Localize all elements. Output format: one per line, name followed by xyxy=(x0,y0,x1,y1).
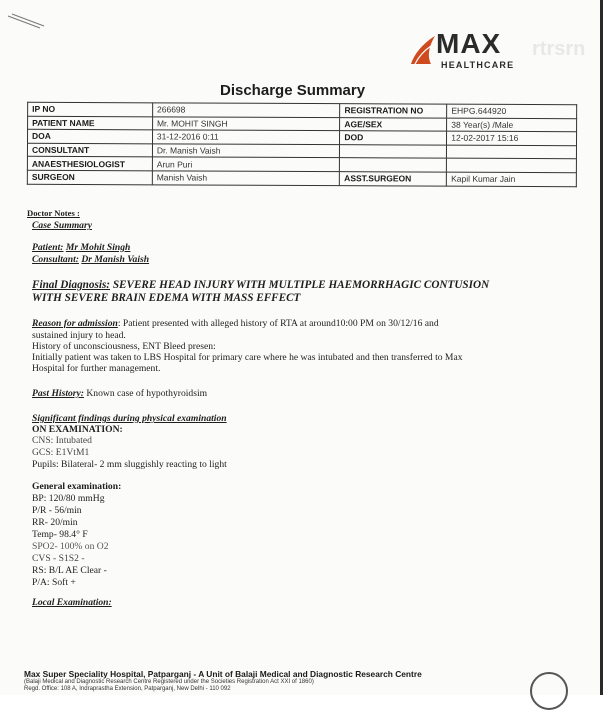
table-value: Mr. MOHIT SINGH xyxy=(152,116,340,130)
table-empty-cell xyxy=(340,158,447,172)
consultant-line xyxy=(32,254,149,266)
table-value: 12-02-2017 15:16 xyxy=(447,131,577,145)
table-row xyxy=(27,170,576,186)
table-value: Arun Puri xyxy=(152,157,340,171)
reason-line-3: History of unconsciousness, ENT Bleed presen: xyxy=(32,341,216,352)
brand-subtitle: HEALTHCARE xyxy=(441,60,515,70)
table-empty-cell xyxy=(447,159,577,173)
vital-rr: RR- 20/min xyxy=(32,517,78,528)
table-value: 38 Year(s) /Male xyxy=(447,118,577,132)
vital-temp: Temp- 98.4° F xyxy=(32,529,88,540)
table-label: IP NO xyxy=(28,102,153,116)
vital-spo2: SPO2- 100% on O2 xyxy=(32,541,109,552)
vital-cvs: CVS - S1S2 - xyxy=(32,553,85,564)
reason-line-4: Initially patient was taken to LBS Hospital for primary care where he was intubated and then transferred to Max xyxy=(32,352,463,363)
reason-line-2: sustained injury to head. xyxy=(32,330,126,341)
seal-icon xyxy=(530,672,568,710)
pupils-line: Pupils: Bilateral- 2 mm sluggishly reacting to light xyxy=(32,459,227,470)
vital-pr: P/R - 56/min xyxy=(32,505,82,516)
gcs-line: GCS: E1VtM1 xyxy=(32,447,90,458)
table-label: REGISTRATION NO xyxy=(340,104,447,118)
general-exam-heading: General examination: xyxy=(32,481,122,492)
vital-rs: RS: B/L AE Clear - xyxy=(32,565,107,576)
vital-pa: P/A: Soft + xyxy=(32,577,76,588)
table-value: 266698 xyxy=(152,103,340,117)
table-label: DOD xyxy=(340,131,447,145)
table-label: CONSULTANT xyxy=(27,143,152,157)
footer-line-3: Regd. Office: 108 A, Indraprastha Extension, Patparganj, New Delhi - 110 092 xyxy=(24,685,231,692)
table-value: Dr. Manish Vaish xyxy=(152,144,340,158)
cns-line: CNS: Intubated xyxy=(32,435,92,446)
doctor-notes-heading: Doctor Notes : xyxy=(27,208,80,218)
footer-hospital-name: Max Super Speciality Hospital, Patparganj - A Unit of Balaji Medical and Diagnostic Research Centre xyxy=(24,669,422,679)
findings-heading: Significant findings during physical examination xyxy=(32,413,227,424)
table-label: DOA xyxy=(28,129,153,143)
patient-label: Patient: xyxy=(32,242,64,253)
table-value: 31-12-2016 0:11 xyxy=(152,130,340,144)
consultant-value: Dr Manish Vaish xyxy=(81,254,150,265)
page-title: Discharge Summary xyxy=(220,82,366,99)
diagnosis-label: Final Diagnosis: xyxy=(32,279,111,291)
past-history-label: Past History: xyxy=(32,388,84,399)
patient-value: Mr Mohit Singh xyxy=(65,242,131,253)
patient-info-table xyxy=(27,102,577,187)
table-label: ANAESTHESIOLOGIST xyxy=(27,157,152,171)
brand-name: MAX xyxy=(436,28,502,59)
case-summary-heading: Case Summary xyxy=(32,220,92,231)
local-exam-heading: Local Examination: xyxy=(32,597,112,608)
table-value: Manish Vaish xyxy=(152,171,340,185)
vital-bp: BP: 120/80 mmHg xyxy=(32,493,105,504)
diagnosis-line-1 xyxy=(32,280,489,292)
patient-line xyxy=(32,242,130,254)
table-label: AGE/SEX xyxy=(340,117,447,131)
consultant-label: Consultant: xyxy=(32,254,79,265)
reason-label: Reason for admission xyxy=(32,318,118,329)
table-label: ASST.SURGEON xyxy=(340,172,447,186)
table-empty-cell xyxy=(447,145,577,159)
footer-registration xyxy=(24,679,314,693)
staple-mark xyxy=(6,12,46,32)
footer-line-2: (Balaji Medical and Diagnostic Research Centre Registered under the Societies Registration Act XXI of 1860) xyxy=(24,679,314,685)
watermark: rtrsrn xyxy=(532,38,586,60)
table-label: PATIENT NAME xyxy=(28,116,153,130)
table-label: SURGEON xyxy=(27,170,152,184)
past-history-text: Known case of hypothyroidsim xyxy=(83,388,208,399)
diagnosis-line-2: WITH SEVERE BRAIN EDEMA WITH MASS EFFECT xyxy=(32,292,301,304)
reason-text: : Patient presented with alleged history of RTA at around10:00 PM on 30/12/16 and xyxy=(117,318,439,329)
on-examination-heading: ON EXAMINATION: xyxy=(32,424,123,435)
table-value: Kapil Kumar Jain xyxy=(447,172,577,186)
reason-line-1 xyxy=(32,318,439,330)
diagnosis-text: SEVERE HEAD INJURY WITH MULTIPLE HAEMORRHAGIC CONTUSION xyxy=(110,279,490,291)
past-history-line xyxy=(32,388,207,400)
table-value: EHPG.644920 xyxy=(447,104,577,118)
table-empty-cell xyxy=(340,144,447,158)
reason-line-5: Hospital for further management. xyxy=(32,363,161,374)
